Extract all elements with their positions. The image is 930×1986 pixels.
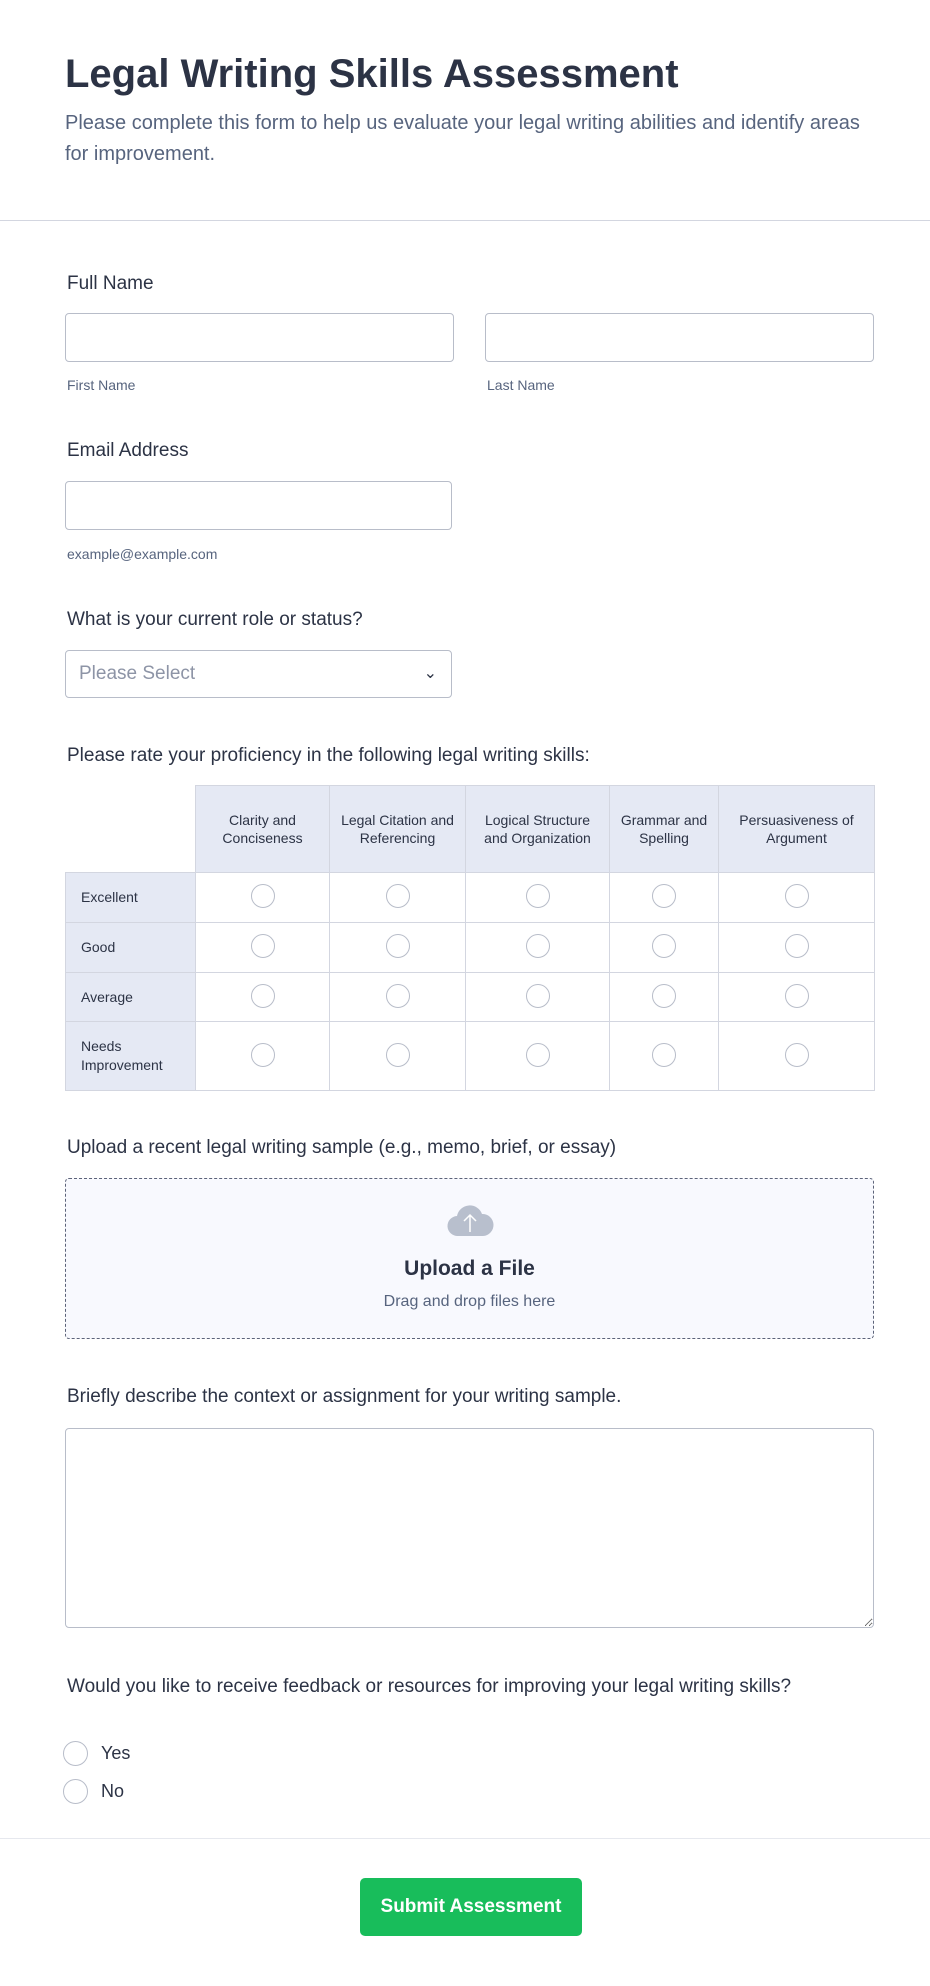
- upload-hint: Drag and drop files here: [383, 1293, 556, 1310]
- email-label: Email Address: [67, 440, 189, 461]
- matrix-radio[interactable]: [652, 984, 676, 1008]
- feedback-option-yes[interactable]: [63, 1741, 130, 1766]
- option-label: No: [101, 1781, 125, 1801]
- footer-divider: [0, 1838, 930, 1839]
- first-name-input[interactable]: [65, 313, 454, 362]
- matrix-radio[interactable]: [386, 984, 410, 1008]
- matrix-label: Please rate your proficiency in the following legal writing skills:: [67, 745, 590, 766]
- matrix-radio[interactable]: [251, 984, 275, 1008]
- upload-label: Upload a recent legal writing sample (e.g., memo, brief, or essay): [67, 1137, 617, 1158]
- matrix-row-label: Needs Improvement: [66, 1022, 196, 1091]
- header-divider: [0, 220, 930, 221]
- upload-title: Upload a File: [404, 1257, 535, 1280]
- page-subtitle: Please complete this form to help us evaluate your legal writing abilities and identify areas for improvement.: [65, 112, 860, 165]
- matrix-radio[interactable]: [652, 934, 676, 958]
- matrix-radio[interactable]: [526, 1043, 550, 1067]
- matrix-corner: [66, 786, 196, 873]
- matrix-radio[interactable]: [785, 1043, 809, 1067]
- role-select-value: Please Select: [79, 663, 196, 684]
- cloud-upload-icon: [446, 1202, 494, 1238]
- matrix-radio[interactable]: [785, 884, 809, 908]
- first-name-sublabel: First Name: [67, 377, 136, 393]
- page-title: Legal Writing Skills Assessment: [65, 52, 679, 96]
- radio-no[interactable]: [63, 1779, 88, 1804]
- last-name-input[interactable]: [485, 313, 874, 362]
- email-sublabel: example@example.com: [67, 546, 218, 562]
- context-textarea[interactable]: [65, 1428, 874, 1628]
- email-input[interactable]: [65, 481, 452, 530]
- matrix-radio[interactable]: [526, 884, 550, 908]
- matrix-row-label: Good: [66, 923, 196, 973]
- full-name-label: Full Name: [67, 273, 154, 294]
- matrix-row-label: Average: [66, 973, 196, 1022]
- matrix-radio[interactable]: [785, 984, 809, 1008]
- matrix-column-header: Persuasiveness of Argument: [719, 786, 875, 873]
- matrix-radio[interactable]: [251, 884, 275, 908]
- matrix-radio[interactable]: [386, 934, 410, 958]
- chevron-down-icon: ⌄: [423, 665, 437, 682]
- matrix-radio[interactable]: [526, 934, 550, 958]
- matrix-row-label: Excellent: [66, 873, 196, 923]
- role-select[interactable]: [65, 650, 452, 698]
- matrix-column-header: Grammar and Spelling: [610, 786, 719, 873]
- context-label: Briefly describe the context or assignment for your writing sample.: [67, 1386, 622, 1407]
- matrix-column-header: Logical Structure and Organization: [466, 786, 610, 873]
- matrix-radio[interactable]: [386, 884, 410, 908]
- matrix-column-header: Clarity and Conciseness: [196, 786, 330, 873]
- matrix-radio[interactable]: [785, 934, 809, 958]
- submit-button[interactable]: Submit Assessment: [360, 1878, 582, 1936]
- matrix-radio[interactable]: [526, 984, 550, 1008]
- matrix-radio[interactable]: [251, 1043, 275, 1067]
- file-dropzone[interactable]: [65, 1178, 874, 1339]
- matrix-radio[interactable]: [652, 1043, 676, 1067]
- last-name-sublabel: Last Name: [487, 377, 555, 393]
- radio-yes[interactable]: [63, 1741, 88, 1766]
- matrix-column-header: Legal Citation and Referencing: [330, 786, 466, 873]
- feedback-option-no[interactable]: [63, 1779, 124, 1804]
- option-label: Yes: [101, 1743, 131, 1763]
- skills-matrix: [65, 785, 875, 1091]
- matrix-radio[interactable]: [386, 1043, 410, 1067]
- matrix-radio[interactable]: [251, 934, 275, 958]
- feedback-label: Would you like to receive feedback or resources for improving your legal writing skills?: [67, 1676, 792, 1697]
- matrix-radio[interactable]: [652, 884, 676, 908]
- role-label: What is your current role or status?: [67, 609, 363, 630]
